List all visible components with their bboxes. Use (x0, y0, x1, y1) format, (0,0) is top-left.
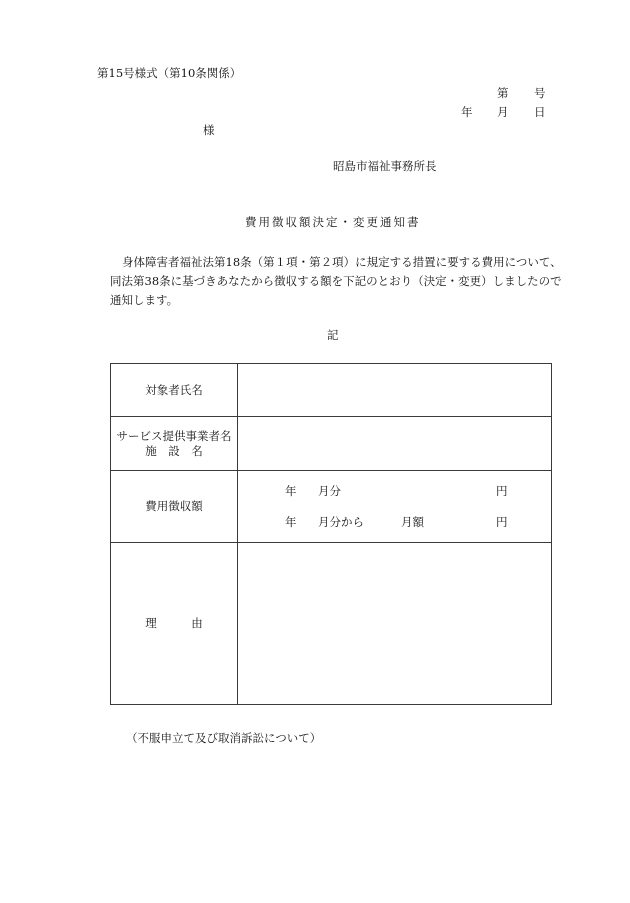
table-row-subject-name (111, 364, 551, 417)
fee-label: 費用徴収額 (145, 499, 203, 513)
reason-value-cell (238, 543, 551, 704)
label-cell (111, 364, 238, 416)
date-day: 日 (534, 105, 546, 119)
doc-number-suffix: 号 (534, 86, 546, 100)
label-cell (111, 543, 238, 704)
fee-line2-monthly: 月額 (401, 515, 424, 529)
fee-line2-month-from: 月分から (318, 515, 364, 529)
date-month: 月 (497, 105, 509, 119)
fee-line2-yen: 円 (496, 515, 508, 529)
provider-label-line2: 施 設 名 (145, 443, 203, 458)
footer-note: （不服申立て及び取消訴訟について） (126, 731, 322, 745)
subject-name-label: 対象者氏名 (145, 382, 203, 397)
issuer: 昭島市福祉事務所長 (333, 159, 437, 173)
fee-line1-month: 月分 (318, 484, 341, 498)
fee-table (110, 363, 552, 705)
fee-line2-year: 年 (285, 515, 297, 529)
subject-name-value-cell (238, 364, 551, 416)
fee-value-cell (238, 471, 551, 542)
fee-line1-year: 年 (285, 484, 297, 498)
form-number: 第15号様式（第10条関係） (97, 66, 242, 80)
document-title: 費用徴収額決定・変更通知書 (245, 215, 421, 229)
provider-label-line1: サービス提供事業者名 (116, 428, 232, 443)
body-line: 同法第38条に基づきあなたから徴収する額を下記のとおり（決定・変更）しましたので (110, 274, 562, 288)
reason-label: 理 由 (145, 616, 203, 630)
fee-line1-yen: 円 (496, 484, 508, 498)
table-row-provider (111, 417, 551, 471)
doc-number-prefix: 第 (497, 86, 509, 100)
table-row-fee (111, 471, 551, 543)
addressee-honorific: 様 (203, 123, 215, 137)
date-year: 年 (461, 105, 473, 119)
body-line: 通知します。 (110, 293, 179, 307)
label-cell (111, 471, 238, 542)
ki-heading: 記 (327, 328, 339, 342)
provider-value-cell (238, 417, 551, 470)
label-cell (111, 417, 238, 470)
body-line: 身体障害者福祉法第18条（第１項・第２項）に規定する措置に要する費用について、 (122, 255, 562, 269)
table-row-reason (111, 543, 551, 704)
